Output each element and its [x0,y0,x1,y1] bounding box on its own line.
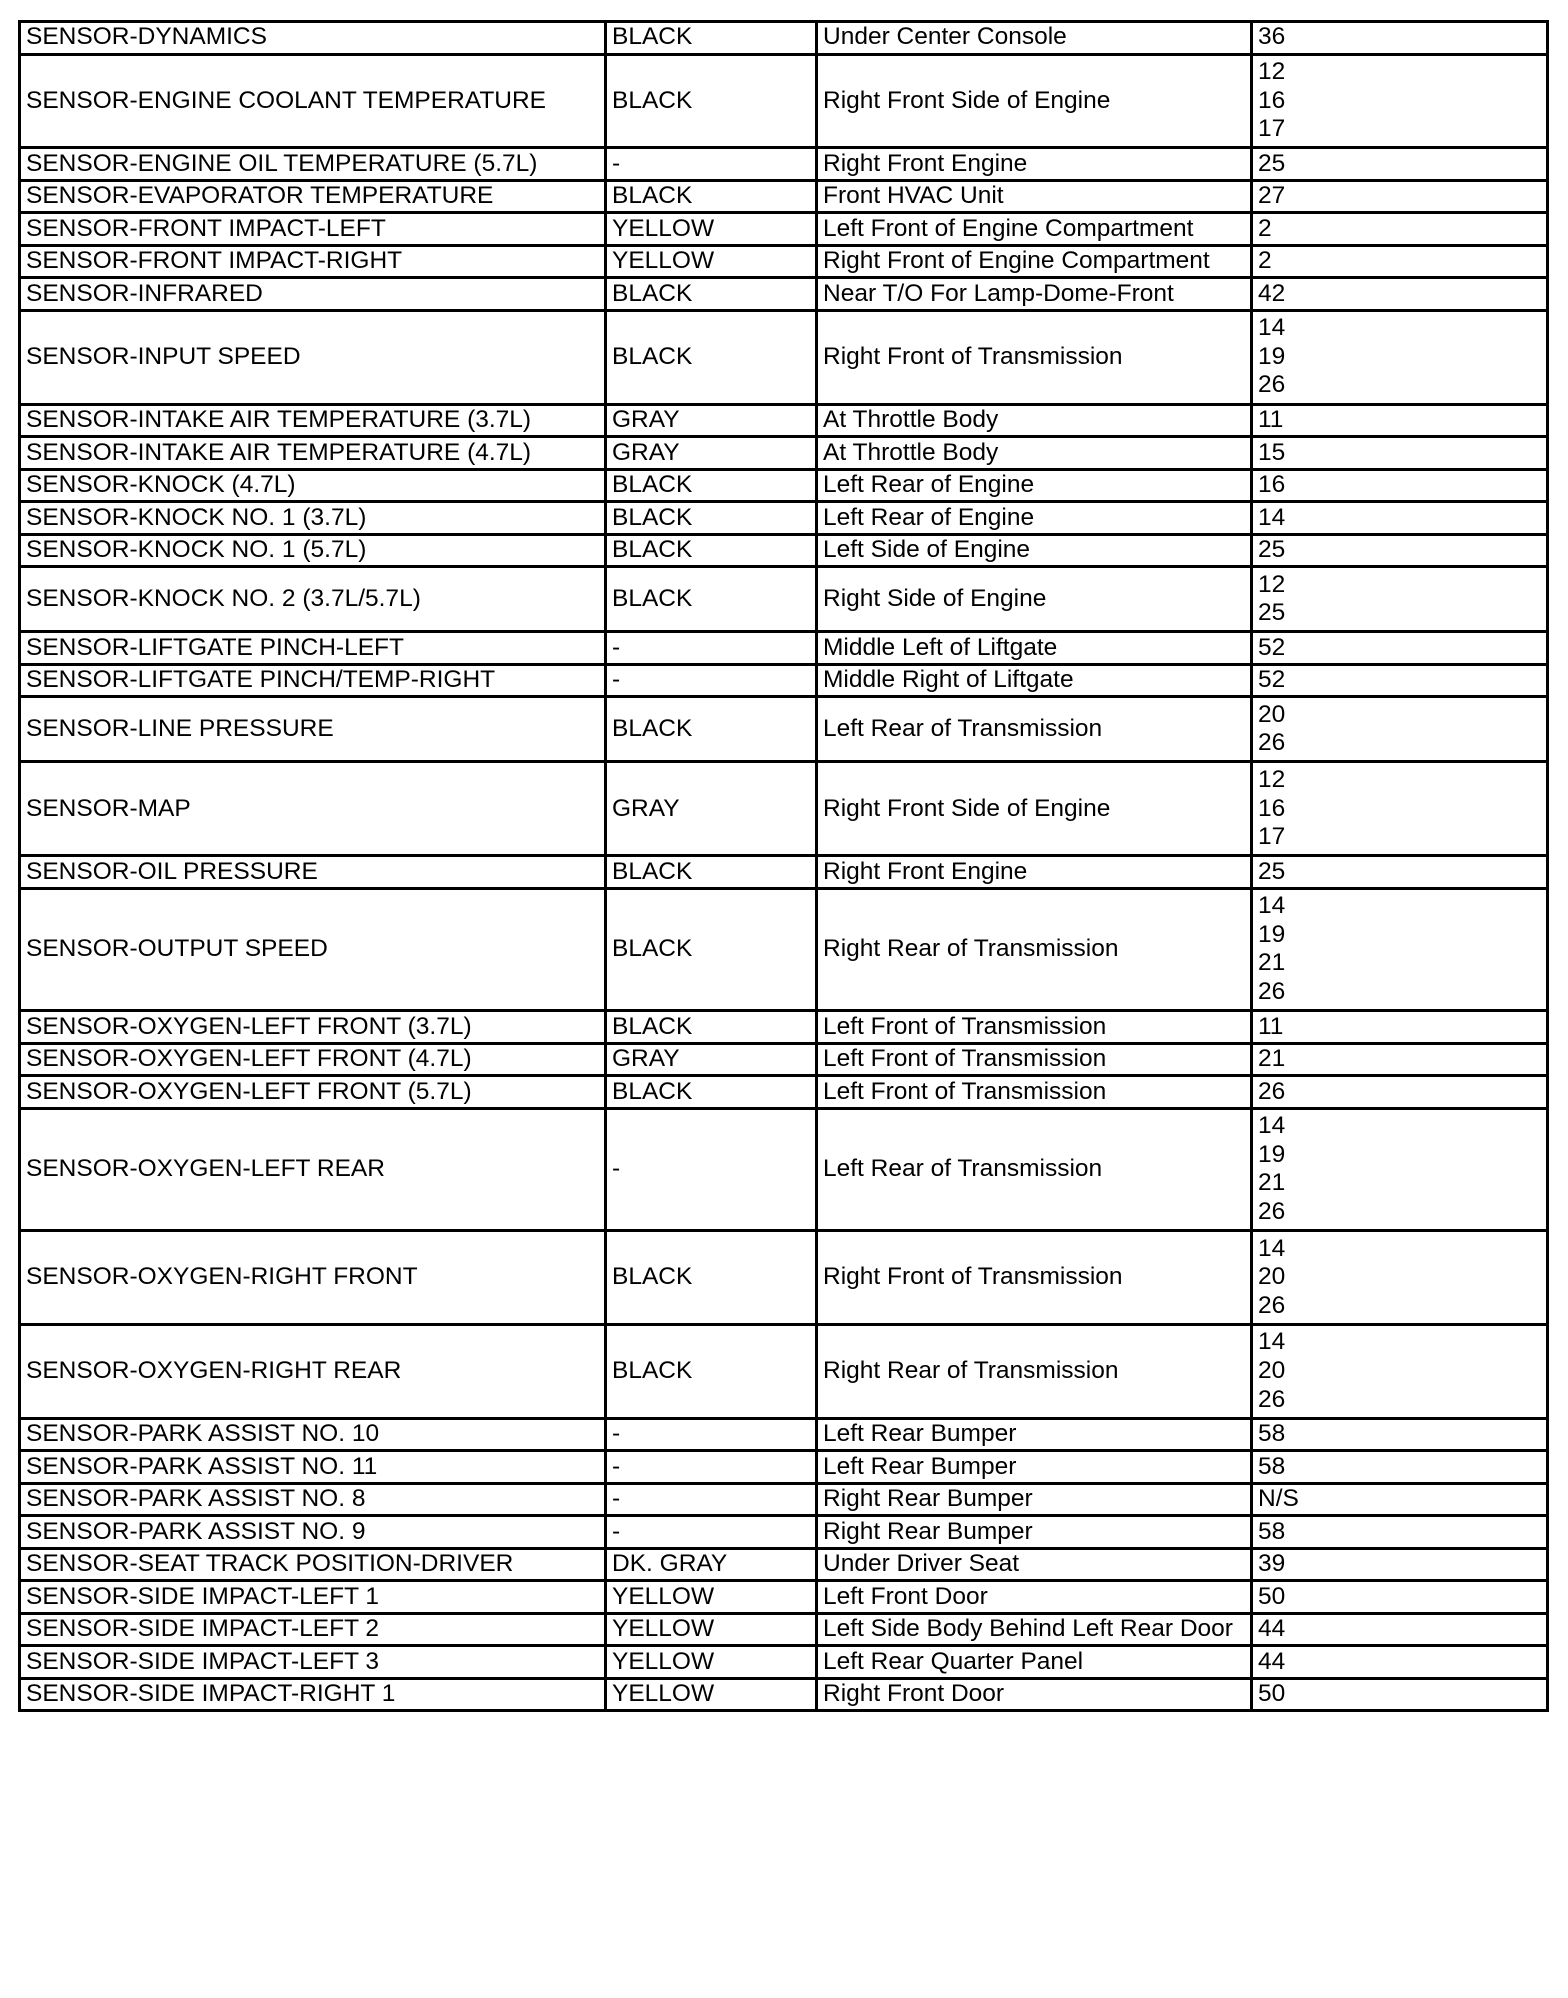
connector-name-cell: SENSOR-SIDE IMPACT-LEFT 3 [20,1646,606,1679]
connector-location-cell: Left Rear of Transmission [817,697,1252,762]
connector-color-cell: BLACK [606,1011,817,1044]
connector-location-cell: Left Rear of Engine [817,469,1252,502]
table-row [20,1548,1548,1581]
connector-location-cell: Right Front of Transmission [817,310,1252,404]
connector-location-table [18,20,1546,1712]
figure-number-cell: 11 [1252,1011,1548,1044]
connector-name-cell: SENSOR-INFRARED [20,278,606,311]
connector-location-cell: At Throttle Body [817,404,1252,437]
connector-color-cell: - [606,1451,817,1484]
connector-color-cell: - [606,1516,817,1549]
connector-color-cell: BLACK [606,502,817,535]
figure-number-cell: 39 [1252,1548,1548,1581]
connector-name-cell: SENSOR-OXYGEN-LEFT REAR [20,1108,606,1230]
connector-color-cell: BLACK [606,534,817,567]
connector-table [18,20,1549,1712]
connector-location-cell: Left Rear Quarter Panel [817,1646,1252,1679]
connector-color-cell: BLACK [606,54,817,148]
connector-location-cell: Right Front Side of Engine [817,54,1252,148]
table-row [20,1231,1548,1325]
table-row [20,180,1548,213]
connector-color-cell: BLACK [606,1231,817,1325]
connector-name-cell: SENSOR-KNOCK NO. 1 (5.7L) [20,534,606,567]
figure-number-cell: 21 [1252,1043,1548,1076]
connector-location-cell: Right Rear Bumper [817,1483,1252,1516]
figure-number-cell: 15 [1252,437,1548,470]
connector-color-cell: YELLOW [606,1678,817,1711]
table-row [20,1516,1548,1549]
connector-location-cell: Left Front Door [817,1581,1252,1614]
figure-number-cell: 50 [1252,1678,1548,1711]
connector-color-cell: - [606,1483,817,1516]
table-row [20,245,1548,278]
table-row [20,567,1548,632]
connector-name-cell: SENSOR-OXYGEN-RIGHT REAR [20,1324,606,1418]
figure-number-cell: 14 19 21 26 [1252,1108,1548,1230]
connector-color-cell: DK. GRAY [606,1548,817,1581]
table-row [20,632,1548,665]
connector-name-cell: SENSOR-LIFTGATE PINCH-LEFT [20,632,606,665]
table-row [20,1581,1548,1614]
figure-number-cell: 58 [1252,1418,1548,1451]
figure-number-cell: 25 [1252,856,1548,889]
connector-name-cell: SENSOR-FRONT IMPACT-RIGHT [20,245,606,278]
connector-name-cell: SENSOR-SIDE IMPACT-LEFT 1 [20,1581,606,1614]
table-row [20,534,1548,567]
figure-number-cell: 14 [1252,502,1548,535]
connector-name-cell: SENSOR-PARK ASSIST NO. 10 [20,1418,606,1451]
table-row [20,1646,1548,1679]
connector-name-cell: SENSOR-LIFTGATE PINCH/TEMP-RIGHT [20,664,606,697]
table-row [20,278,1548,311]
figure-number-cell: N/S [1252,1483,1548,1516]
table-row [20,148,1548,181]
figure-number-cell: 20 26 [1252,697,1548,762]
connector-location-cell: Left Rear Bumper [817,1451,1252,1484]
connector-color-cell: GRAY [606,1043,817,1076]
connector-name-cell: SENSOR-SEAT TRACK POSITION-DRIVER [20,1548,606,1581]
connector-color-cell: BLACK [606,469,817,502]
connector-location-cell: Right Rear of Transmission [817,888,1252,1010]
connector-color-cell: BLACK [606,1076,817,1109]
table-row [20,762,1548,856]
figure-number-cell: 12 16 17 [1252,54,1548,148]
connector-name-cell: SENSOR-ENGINE OIL TEMPERATURE (5.7L) [20,148,606,181]
connector-color-cell: YELLOW [606,245,817,278]
figure-number-cell: 11 [1252,404,1548,437]
table-row [20,664,1548,697]
table-row [20,888,1548,1010]
figure-number-cell: 42 [1252,278,1548,311]
connector-location-cell: Right Front of Transmission [817,1231,1252,1325]
connector-color-cell: BLACK [606,1324,817,1418]
table-row [20,1451,1548,1484]
connector-location-cell: Left Front of Transmission [817,1043,1252,1076]
connector-name-cell: SENSOR-INTAKE AIR TEMPERATURE (3.7L) [20,404,606,437]
connector-color-cell: - [606,148,817,181]
table-row [20,502,1548,535]
connector-name-cell: SENSOR-SIDE IMPACT-LEFT 2 [20,1613,606,1646]
table-row [20,1324,1548,1418]
connector-color-cell: BLACK [606,567,817,632]
connector-name-cell: SENSOR-OXYGEN-LEFT FRONT (4.7L) [20,1043,606,1076]
connector-name-cell: SENSOR-OUTPUT SPEED [20,888,606,1010]
table-row [20,404,1548,437]
connector-location-cell: Left Front of Engine Compartment [817,213,1252,246]
connector-location-cell: Under Center Console [817,22,1252,55]
table-row [20,469,1548,502]
connector-color-cell: YELLOW [606,213,817,246]
connector-color-cell: GRAY [606,437,817,470]
connector-color-cell: BLACK [606,697,817,762]
connector-name-cell: SENSOR-FRONT IMPACT-LEFT [20,213,606,246]
connector-name-cell: SENSOR-INPUT SPEED [20,310,606,404]
connector-location-cell: Under Driver Seat [817,1548,1252,1581]
connector-color-cell: GRAY [606,404,817,437]
connector-color-cell: BLACK [606,310,817,404]
connector-location-cell: At Throttle Body [817,437,1252,470]
figure-number-cell: 2 [1252,213,1548,246]
connector-location-cell: Right Front Engine [817,148,1252,181]
connector-location-cell: Right Front Door [817,1678,1252,1711]
table-row [20,310,1548,404]
figure-number-cell: 27 [1252,180,1548,213]
figure-number-cell: 25 [1252,148,1548,181]
connector-name-cell: SENSOR-KNOCK NO. 1 (3.7L) [20,502,606,535]
table-row [20,697,1548,762]
connector-name-cell: SENSOR-OXYGEN-LEFT FRONT (3.7L) [20,1011,606,1044]
connector-location-cell: Left Side of Engine [817,534,1252,567]
figure-number-cell: 50 [1252,1581,1548,1614]
table-row [20,1418,1548,1451]
figure-number-cell: 44 [1252,1613,1548,1646]
connector-name-cell: SENSOR-PARK ASSIST NO. 8 [20,1483,606,1516]
connector-name-cell: SENSOR-EVAPORATOR TEMPERATURE [20,180,606,213]
connector-name-cell: SENSOR-MAP [20,762,606,856]
figure-number-cell: 52 [1252,632,1548,665]
figure-number-cell: 14 19 21 26 [1252,888,1548,1010]
table-row [20,1011,1548,1044]
figure-number-cell: 25 [1252,534,1548,567]
connector-location-cell: Middle Left of Liftgate [817,632,1252,665]
table-row [20,437,1548,470]
table-row [20,1108,1548,1230]
table-row [20,1678,1548,1711]
connector-color-cell: - [606,632,817,665]
table-row [20,856,1548,889]
connector-location-cell: Left Rear of Transmission [817,1108,1252,1230]
figure-number-cell: 14 19 26 [1252,310,1548,404]
table-row [20,1613,1548,1646]
connector-color-cell: GRAY [606,762,817,856]
connector-name-cell: SENSOR-INTAKE AIR TEMPERATURE (4.7L) [20,437,606,470]
figure-number-cell: 2 [1252,245,1548,278]
table-row [20,213,1548,246]
connector-color-cell: - [606,1418,817,1451]
connector-name-cell: SENSOR-PARK ASSIST NO. 11 [20,1451,606,1484]
table-row [20,1043,1548,1076]
figure-number-cell: 12 16 17 [1252,762,1548,856]
connector-location-cell: Left Rear Bumper [817,1418,1252,1451]
table-row [20,1076,1548,1109]
connector-name-cell: SENSOR-PARK ASSIST NO. 9 [20,1516,606,1549]
figure-number-cell: 44 [1252,1646,1548,1679]
figure-number-cell: 26 [1252,1076,1548,1109]
connector-location-cell: Right Side of Engine [817,567,1252,632]
connector-location-cell: Left Front of Transmission [817,1011,1252,1044]
connector-color-cell: YELLOW [606,1581,817,1614]
figure-number-cell: 16 [1252,469,1548,502]
figure-number-cell: 12 25 [1252,567,1548,632]
table-body [20,22,1548,1711]
connector-location-cell: Right Front Side of Engine [817,762,1252,856]
connector-name-cell: SENSOR-DYNAMICS [20,22,606,55]
figure-number-cell: 14 20 26 [1252,1231,1548,1325]
connector-location-cell: Left Front of Transmission [817,1076,1252,1109]
connector-color-cell: BLACK [606,180,817,213]
connector-color-cell: - [606,664,817,697]
connector-location-cell: Right Front Engine [817,856,1252,889]
connector-name-cell: SENSOR-ENGINE COOLANT TEMPERATURE [20,54,606,148]
connector-color-cell: YELLOW [606,1613,817,1646]
figure-number-cell: 36 [1252,22,1548,55]
connector-color-cell: BLACK [606,22,817,55]
connector-color-cell: BLACK [606,856,817,889]
connector-location-cell: Right Rear of Transmission [817,1324,1252,1418]
figure-number-cell: 14 20 26 [1252,1324,1548,1418]
connector-location-cell: Middle Right of Liftgate [817,664,1252,697]
connector-name-cell: SENSOR-SIDE IMPACT-RIGHT 1 [20,1678,606,1711]
table-row [20,54,1548,148]
table-row [20,22,1548,55]
connector-location-cell: Left Side Body Behind Left Rear Door [817,1613,1252,1646]
table-row [20,1483,1548,1516]
figure-number-cell: 58 [1252,1516,1548,1549]
connector-name-cell: SENSOR-LINE PRESSURE [20,697,606,762]
connector-name-cell: SENSOR-KNOCK (4.7L) [20,469,606,502]
connector-location-cell: Near T/O For Lamp-Dome-Front [817,278,1252,311]
figure-number-cell: 58 [1252,1451,1548,1484]
connector-name-cell: SENSOR-OXYGEN-RIGHT FRONT [20,1231,606,1325]
connector-location-cell: Right Rear Bumper [817,1516,1252,1549]
connector-color-cell: BLACK [606,888,817,1010]
connector-color-cell: YELLOW [606,1646,817,1679]
connector-name-cell: SENSOR-OXYGEN-LEFT FRONT (5.7L) [20,1076,606,1109]
connector-color-cell: - [606,1108,817,1230]
connector-location-cell: Right Front of Engine Compartment [817,245,1252,278]
connector-color-cell: BLACK [606,278,817,311]
connector-name-cell: SENSOR-KNOCK NO. 2 (3.7L/5.7L) [20,567,606,632]
connector-name-cell: SENSOR-OIL PRESSURE [20,856,606,889]
connector-location-cell: Front HVAC Unit [817,180,1252,213]
connector-location-cell: Left Rear of Engine [817,502,1252,535]
figure-number-cell: 52 [1252,664,1548,697]
